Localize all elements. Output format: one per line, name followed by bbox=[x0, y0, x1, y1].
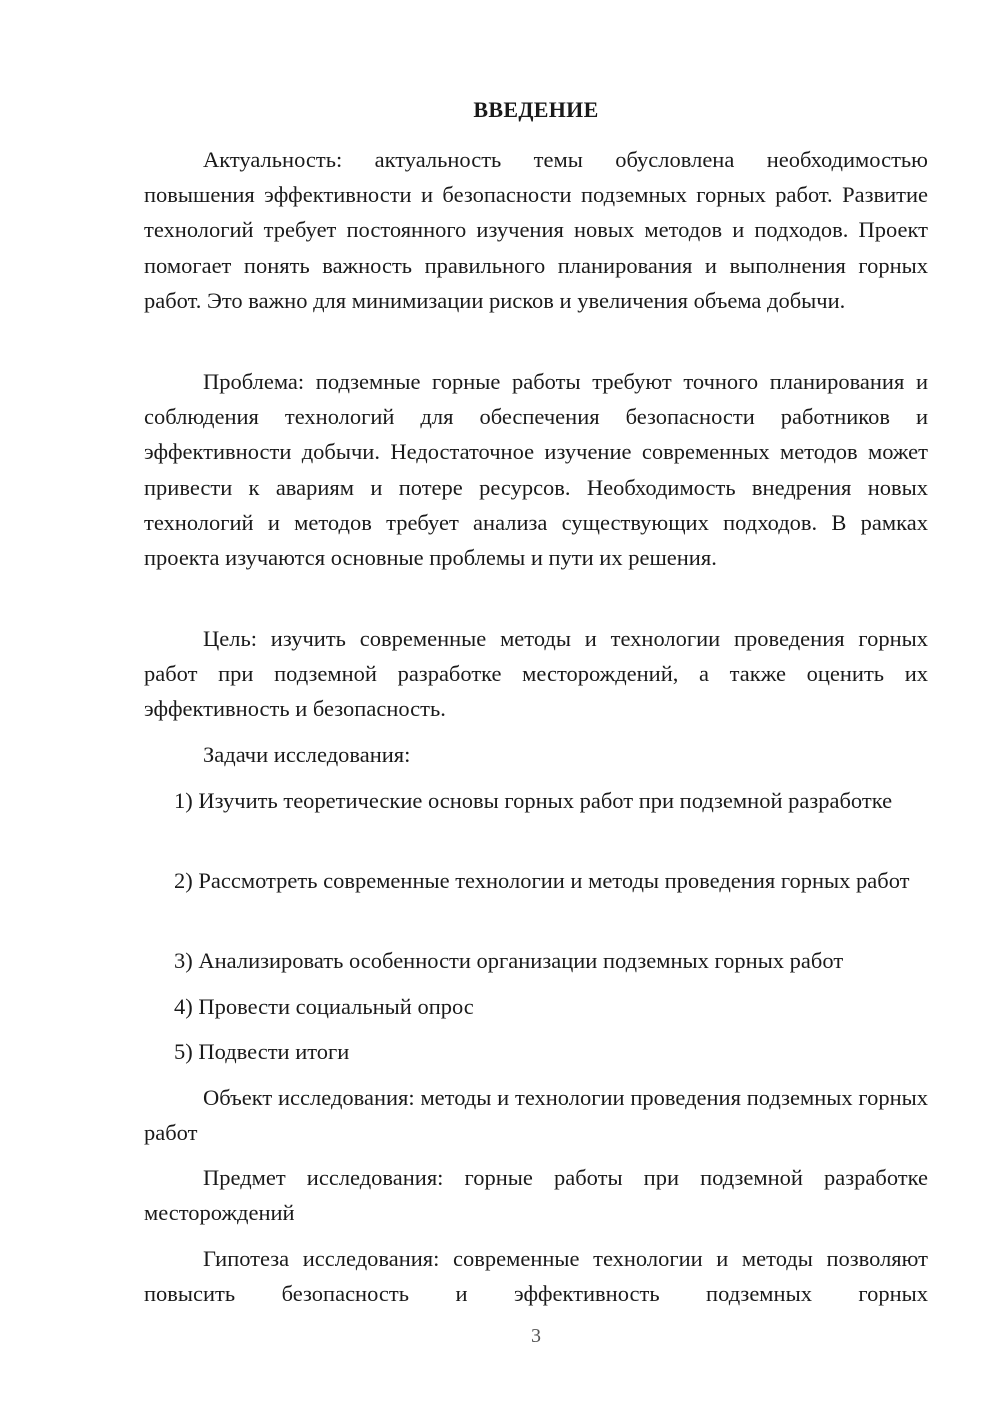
paragraph-problem: Проблема: подземные горные работы требуют точного планирования и соблюдения технологий для обеспечения безопасности работников и эффективности добычи. Недостаточное изучение современных методов может привести к авариям и потере ресурсов. Необходимость внедрения новых технологий и методов требует анализа существующих подходов. В рамках проекта изучаются основные проблемы и пути их решения. bbox=[144, 369, 928, 571]
task-item-4: 4) Провести социальный опрос bbox=[174, 994, 474, 1019]
page-number: 3 bbox=[531, 1325, 541, 1347]
task-item-3: 3) Анализировать особенности организации подземных горных работ bbox=[174, 948, 844, 973]
paragraph-subject: Предмет исследования: горные работы при подземной разработке месторождений bbox=[144, 1165, 928, 1226]
page-title: ВВЕДЕНИЕ bbox=[473, 97, 599, 122]
task-item-5: 5) Подвести итоги bbox=[174, 1039, 350, 1064]
paragraph-hypothesis: Гипотеза исследования: современные технологии и методы позволяют повысить безопасность и эффективность подземных горных bbox=[144, 1246, 928, 1307]
paragraph-relevance: Актуальность: актуальность темы обусловлена необходимостью повышения эффективности и безопасности подземных горных работ. Развитие технологий требует постоянного изучения новых методов и подходов. Проект помогает понять важность правильного планирования и выполнения горных работ. Это важно для минимизации рисков и увеличения объема добычи. bbox=[144, 147, 928, 313]
paragraph-object: Объект исследования: методы и технологии проведения подземных горных работ bbox=[144, 1085, 928, 1146]
task-item-1: 1) Изучить теоретические основы горных работ при подземной разработке bbox=[174, 788, 893, 813]
tasks-heading: Задачи исследования: bbox=[203, 742, 411, 767]
task-item-2: 2) Рассмотреть современные технологии и методы проведения горных работ bbox=[174, 868, 910, 893]
paragraph-goal: Цель: изучить современные методы и технологии проведения горных работ при подземной разработке месторождений, а также оценить их эффективность и безопасность. bbox=[144, 626, 928, 722]
